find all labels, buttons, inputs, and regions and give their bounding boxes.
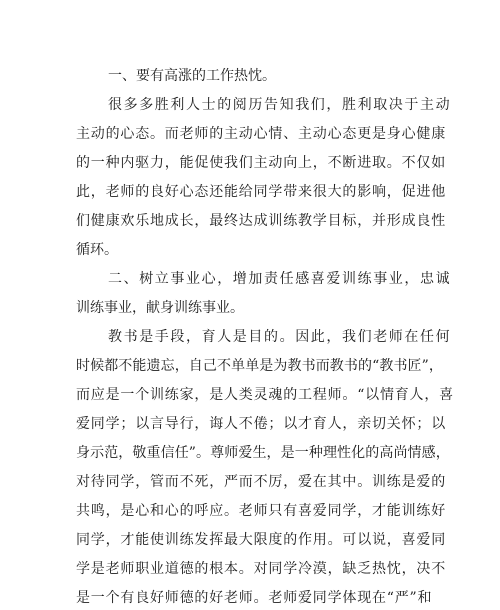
paragraph-line: 时候都不能遗忘，自己不单单是为教书而教书的“教书匠”，	[76, 358, 444, 374]
paragraph-line: 爱同学；以言导行，诲人不倦；以才育人，亲切关怀；以	[76, 416, 446, 432]
paragraph-line: 而应是一个训练家，是人类灵魂的工程师。“以情育人，喜	[76, 387, 454, 403]
paragraph-line: 同学，才能使训练发挥最大限度的作用。可以说，喜爱同	[76, 532, 446, 548]
paragraph-line: 此，老师的良好心态还能给同学带来很大的影响，促进他	[76, 184, 446, 200]
paragraph-line: 是一个有良好师德的好老师。老师爱同学体现在“严”和	[76, 590, 433, 606]
paragraph-line: 们健康欢乐地成长，最终达成训练教学目标，并形成良性	[76, 213, 446, 229]
paragraph-line: 循环。	[76, 242, 118, 258]
section-heading-2-continued: 训练事业，献身训练事业。	[76, 300, 244, 316]
paragraph-line: 对待同学，管而不死，严而不厉，爱在其中。训练是爱的	[76, 474, 446, 490]
paragraph-line: 教书是手段，育人是目的。因此，我们老师在任何	[108, 329, 452, 345]
paragraph-line: 的一种内驱力，能促使我们主动向上，不断进取。不仅如	[76, 155, 446, 171]
section-heading-2: 二、树立事业心，增加责任感喜爱训练事业，忠诚	[108, 271, 452, 287]
paragraph-line: 身示范，敬重信任”。尊师爱生，是一种理性化的高尚情感，	[76, 445, 450, 461]
paragraph-line: 学是老师职业道德的根本。对同学冷漠，缺乏热忱，决不	[76, 561, 446, 577]
paragraph-line: 很多多胜利人士的阅历告知我们，胜利取决于主动	[108, 97, 452, 113]
paragraph-line: 主动的心态。而老师的主动心情、主动心态更是身心健康	[76, 126, 446, 142]
paragraph-line: 共鸣，是心和心的呼应。老师只有喜爱同学，才能训练好	[76, 503, 446, 519]
section-heading-1: 一、要有高涨的工作热忱。	[108, 68, 276, 84]
